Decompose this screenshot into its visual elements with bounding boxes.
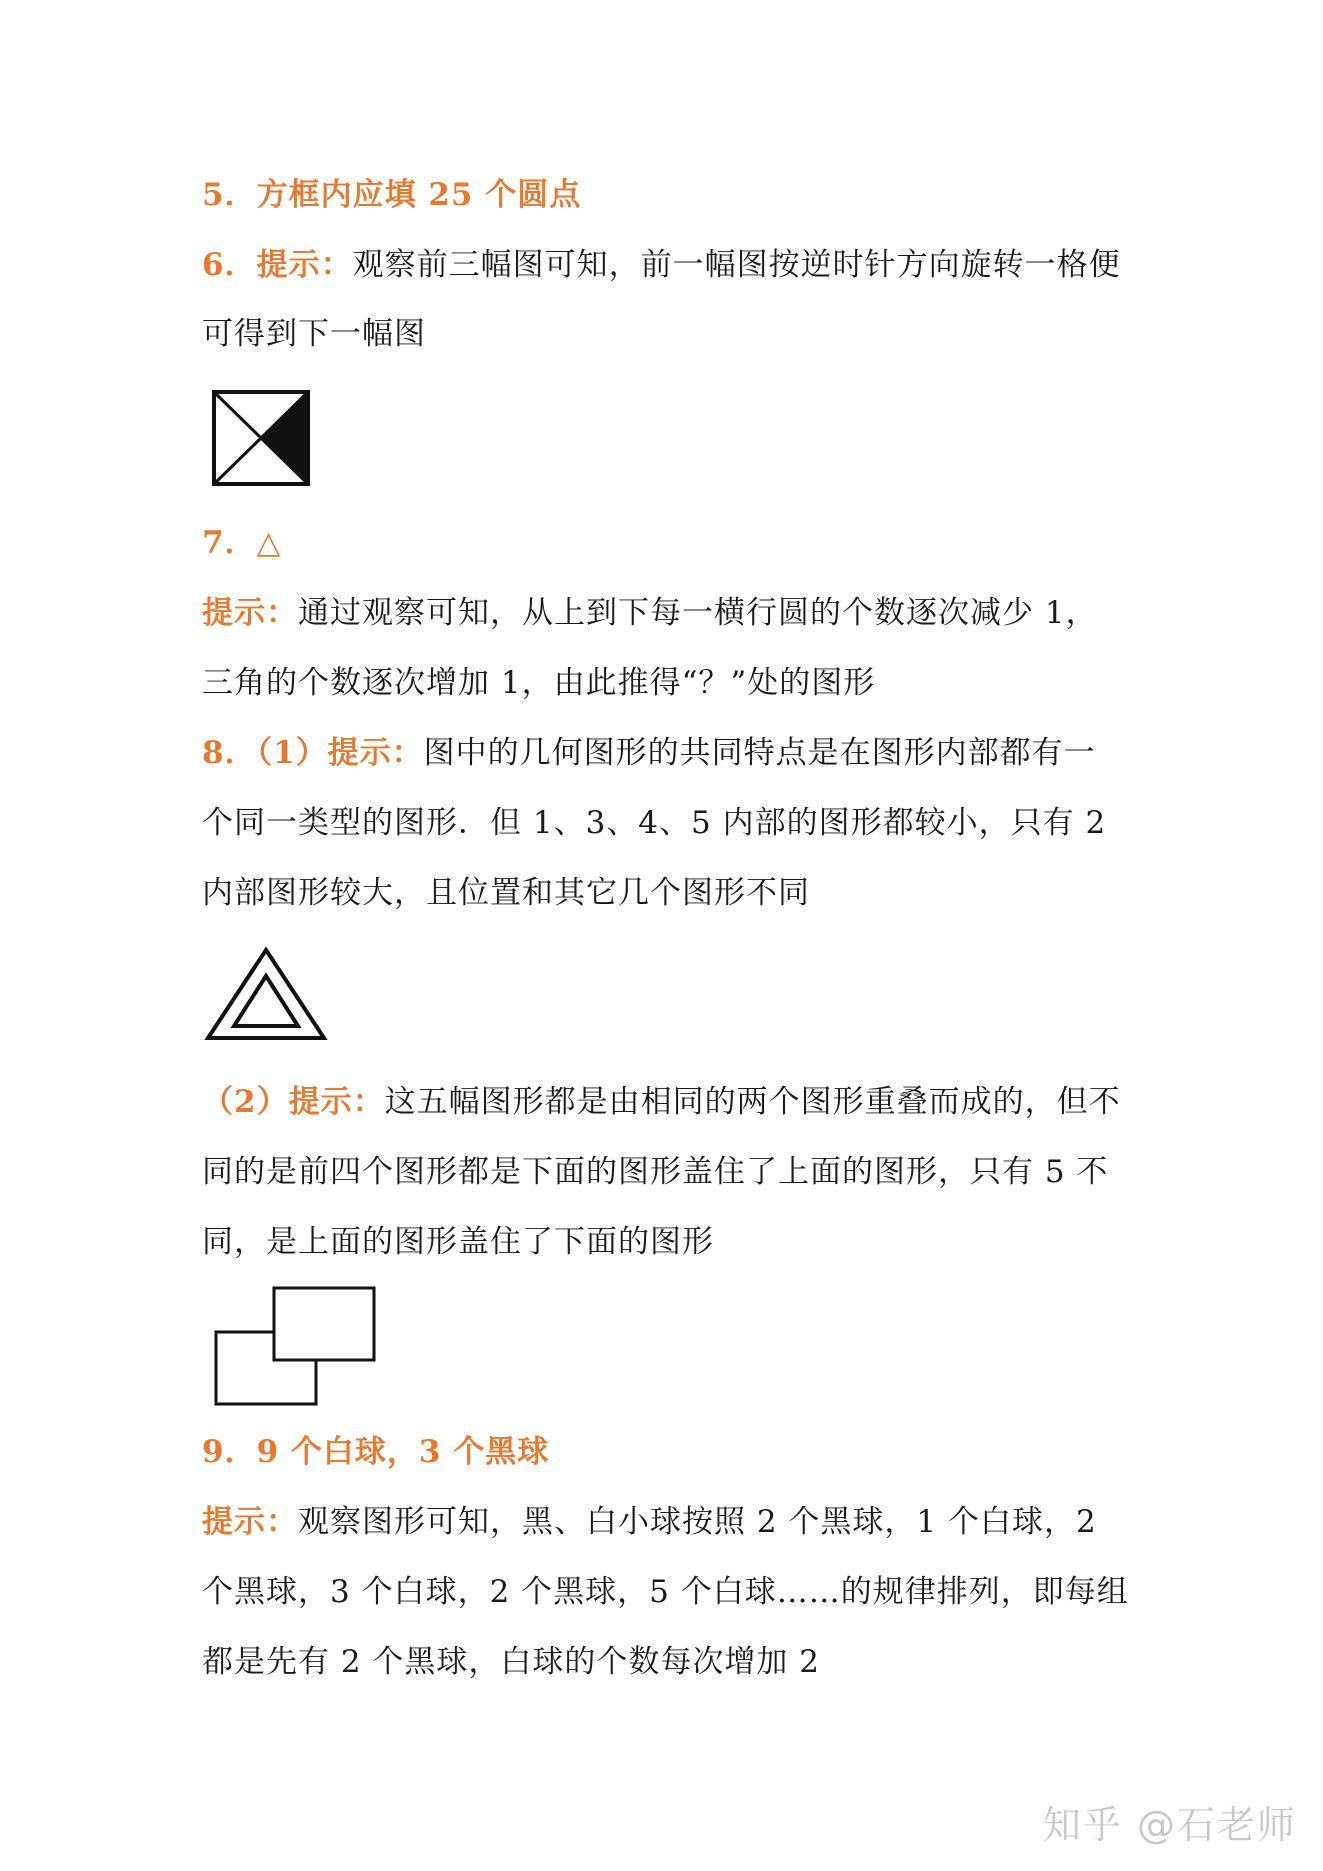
q9-hint-line1 <box>202 1502 1097 1542</box>
q7-hint-label: 提示： <box>202 595 298 631</box>
q8-part2-line2: 同的是前四个图形都是下面的图形盖住了上面的图形，只有 5 不 <box>202 1154 1109 1190</box>
q8-part1-label: 8．（1）提示： <box>202 735 424 771</box>
q7-hint-line2: 三角的个数逐次增加 1，由此推得“？”处的图形 <box>202 665 876 701</box>
zhihu-watermark: 知乎 @石老师 <box>1042 1803 1297 1847</box>
q9-hint-line2: 个黑球，3 个白球，2 个黑球，5 个白球……的规律排列，即每组 <box>202 1574 1129 1610</box>
q7-hint-line1 <box>202 593 1098 633</box>
q8-part2-label: （2）提示： <box>202 1084 385 1120</box>
q7-answer: 7．△ <box>202 525 282 561</box>
q6-hint-text1: 观察前三幅图可知，前一幅图按逆时针方向旋转一格便 <box>352 247 1121 283</box>
q6-hint-line2: 可得到下一幅图 <box>202 316 426 352</box>
rotated-square-figure <box>210 388 314 488</box>
q9-hint-label: 提示： <box>202 1504 298 1540</box>
q8-part2-line1 <box>202 1082 1121 1122</box>
q8-part2-text1: 这五幅图形都是由相同的两个图形重叠而成的，但不 <box>384 1084 1121 1120</box>
nested-triangle-figure <box>204 946 328 1042</box>
q6-hint-line1 <box>202 245 1121 285</box>
overlapping-rectangles-figure <box>212 1284 378 1408</box>
q9-hint-text1: 观察图形可知，黑、白小球按照 2 个黑球，1 个白球，2 <box>298 1504 1097 1540</box>
q9-hint-line3: 都是先有 2 个黑球，白球的个数每次增加 2 <box>202 1644 821 1680</box>
q7-hint-text1: 通过观察可知，从上到下每一横行圆的个数逐次减少 1， <box>298 595 1098 631</box>
q8-part1-line2: 个同一类型的图形．但 1、3、4、5 内部的图形都较小，只有 2 <box>202 805 1107 841</box>
q5-answer: 5．方框内应填 25 个圆点 <box>202 177 582 213</box>
q8-part1-text1: 图中的几何图形的共同特点是在图形内部都有一 <box>423 735 1096 771</box>
q8-part1-line1 <box>202 733 1096 773</box>
q8-part2-line3: 同，是上面的图形盖住了下面的图形 <box>202 1224 714 1260</box>
q9-answer: 9．9 个白球，3 个黑球 <box>202 1434 550 1470</box>
q6-hint-label: 6．提示： <box>202 247 353 283</box>
q8-part1-line3: 内部图形较大，且位置和其它几个图形不同 <box>202 875 810 911</box>
